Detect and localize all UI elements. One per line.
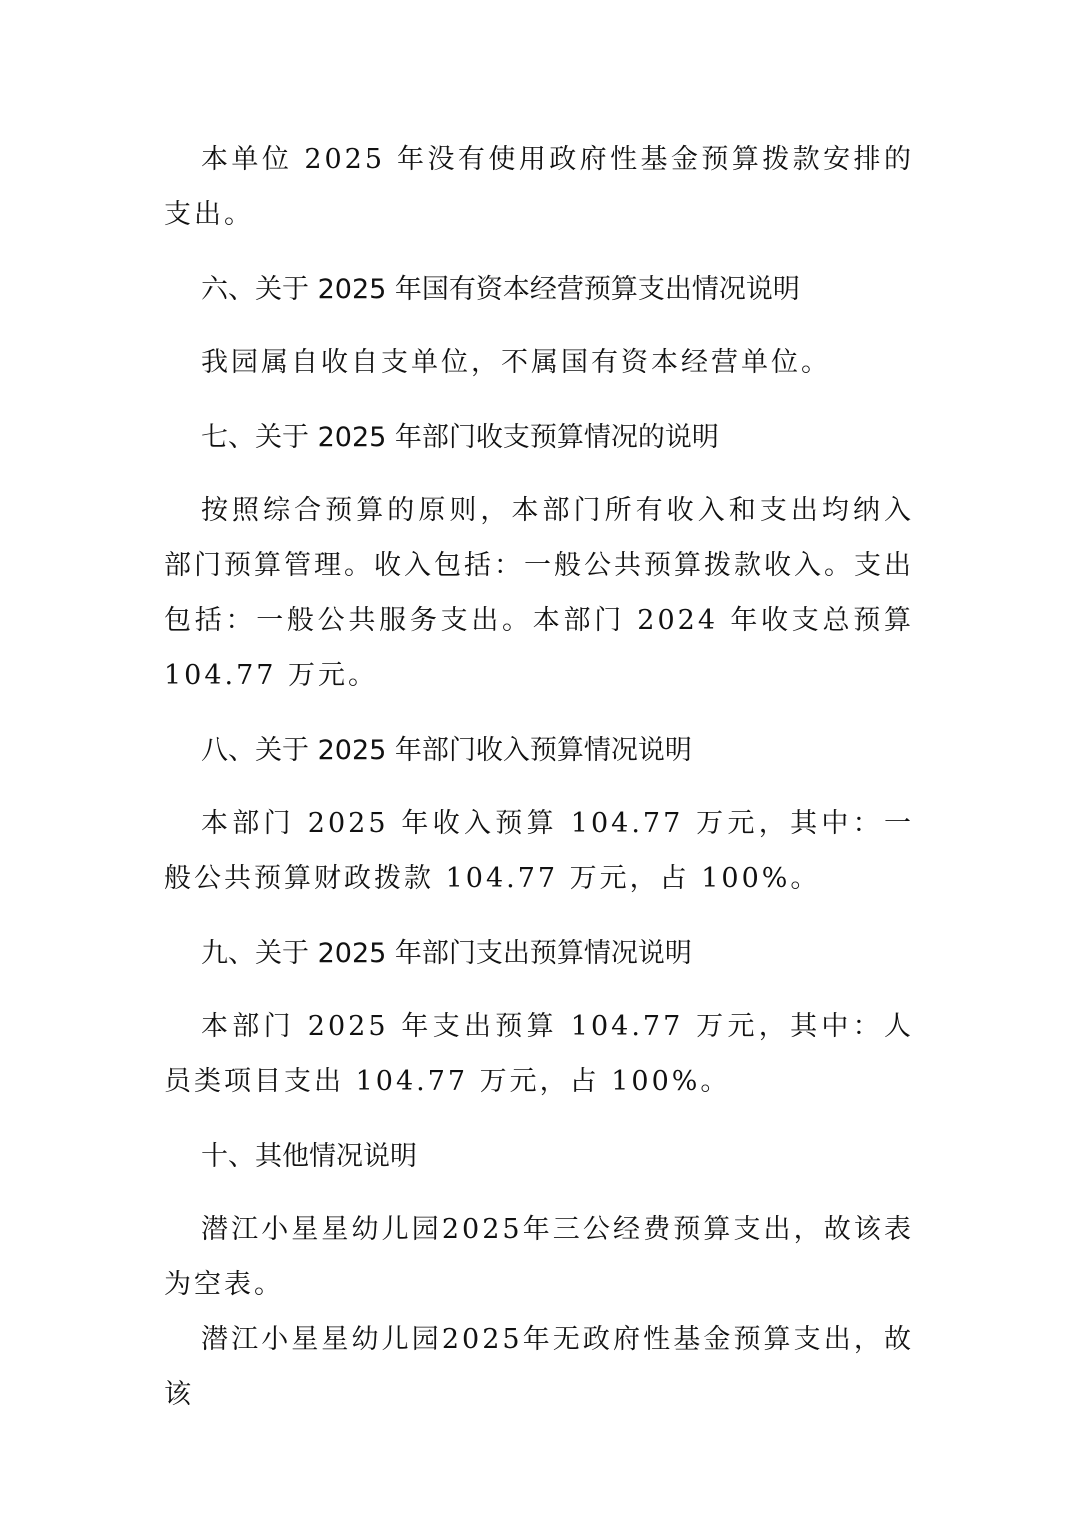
heading-section-7: 七、关于 2025 年部门收支预算情况的说明 — [201, 422, 719, 453]
heading-section-10: 十、其他情况说明 — [201, 1141, 417, 1172]
paragraph-no-government-fund: 潜江小星星幼儿园2025年无政府性基金预算支出，故该 — [164, 1324, 914, 1410]
paragraph-income-budget: 本部门 2025 年收入预算 104.77 万元，其中：一般公共预算财政拨款 104.77 万元，占 100%。 — [164, 808, 914, 894]
paragraph-state-capital: 我园属自收自支单位，不属国有资本经营单位。 — [201, 347, 831, 378]
paragraph-income-expense-budget: 按照综合预算的原则，本部门所有收入和支出均纳入部门预算管理。收入包括：一般公共预算拨款收入。支出包括：一般公共服务支出。本部门 2024 年收支总预算 104.77 万元。 — [164, 495, 914, 691]
heading-section-6: 六、关于 2025 年国有资本经营预算支出情况说明 — [201, 274, 800, 305]
paragraph-government-fund: 本单位 2025 年没有使用政府性基金预算拨款安排的支出。 — [164, 144, 914, 230]
heading-section-8: 八、关于 2025 年部门收入预算情况说明 — [201, 735, 692, 766]
paragraph-expense-budget: 本部门 2025 年支出预算 104.77 万元，其中：人员类项目支出 104.77 万元，占 100%。 — [164, 1011, 914, 1097]
heading-section-9: 九、关于 2025 年部门支出预算情况说明 — [201, 938, 692, 969]
paragraph-three-public-expenses: 潜江小星星幼儿园2025年三公经费预算支出，故该表为空表。 — [164, 1214, 914, 1300]
